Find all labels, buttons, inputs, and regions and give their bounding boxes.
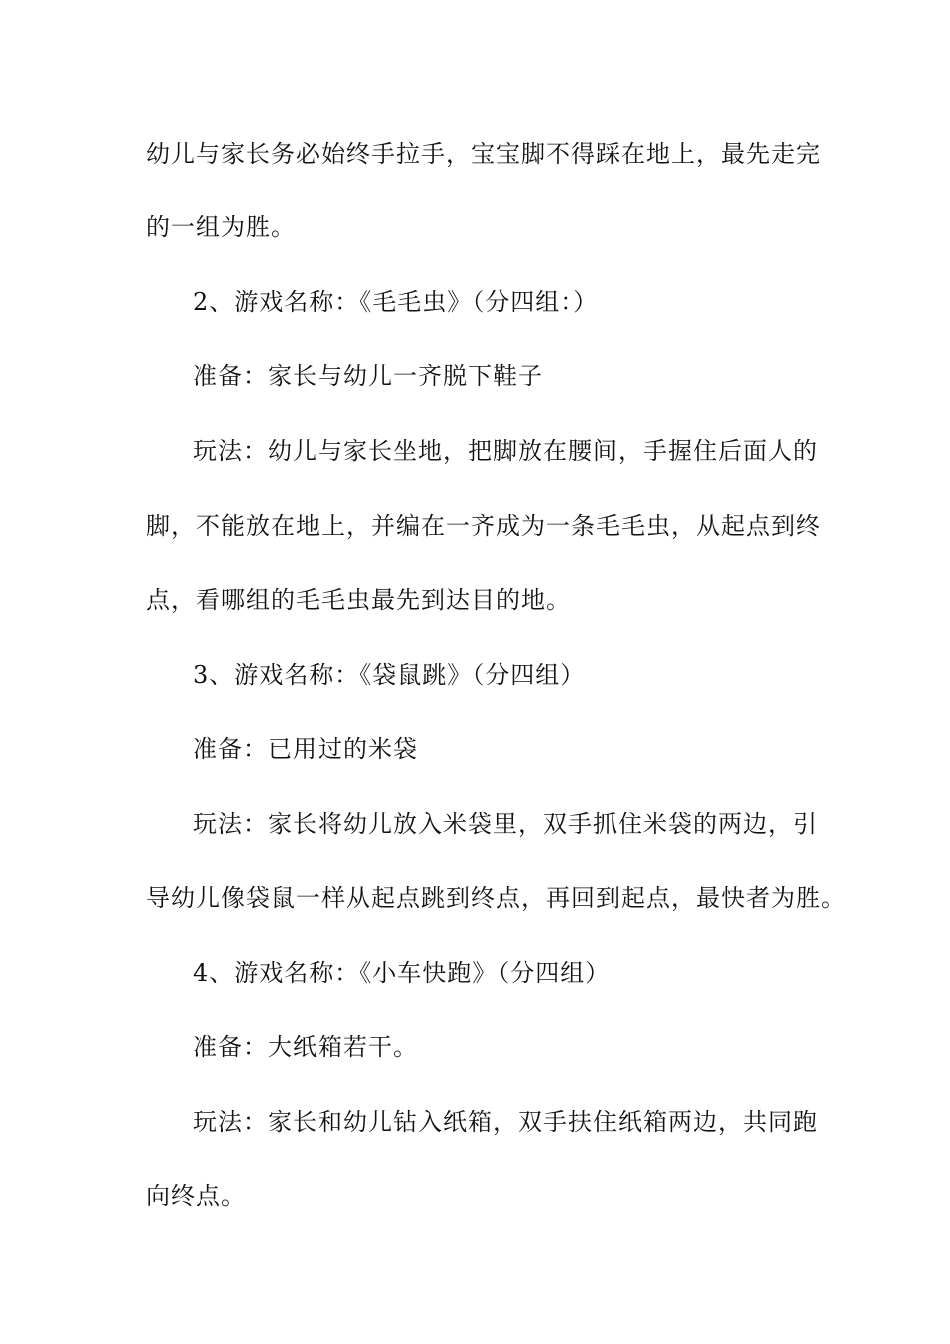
text-line: 点，看哪组的毛毛虫最先到达目的地。 [146,586,571,614]
text-line: 向终点。 [146,1182,246,1210]
text-line: 导幼儿像袋鼠一样从起点跳到终点，再回到起点，最快者为胜。 [146,884,846,912]
text-line: 玩法：家长将幼儿放入米袋里，双手抓住米袋的两边，引 [193,810,818,838]
text-line: 幼儿与家长务必始终手拉手，宝宝脚不得踩在地上，最先走完 [146,140,821,168]
text-line: 的一组为胜。 [146,213,296,241]
text-line: 准备：大纸箱若干。 [193,1033,418,1061]
section-heading-caterpillar: 2、游戏名称：《毛毛虫》（分四组：） [193,288,599,316]
text-line: 玩法：幼儿与家长坐地，把脚放在腰间，手握住后面人的 [193,437,818,465]
text-line: 准备：家长与幼儿一齐脱下鞋子 [193,362,543,390]
section-heading-car: 4、游戏名称：《小车快跑》（分四组） [193,959,611,987]
text-line: 玩法：家长和幼儿钻入纸箱，双手扶住纸箱两边，共同跑 [193,1108,818,1136]
text-line: 准备：已用过的米袋 [193,735,418,763]
section-heading-kangaroo: 3、游戏名称：《袋鼠跳》（分四组） [193,661,586,689]
text-line: 脚，不能放在地上，并编在一齐成为一条毛毛虫，从起点到终 [146,512,821,540]
